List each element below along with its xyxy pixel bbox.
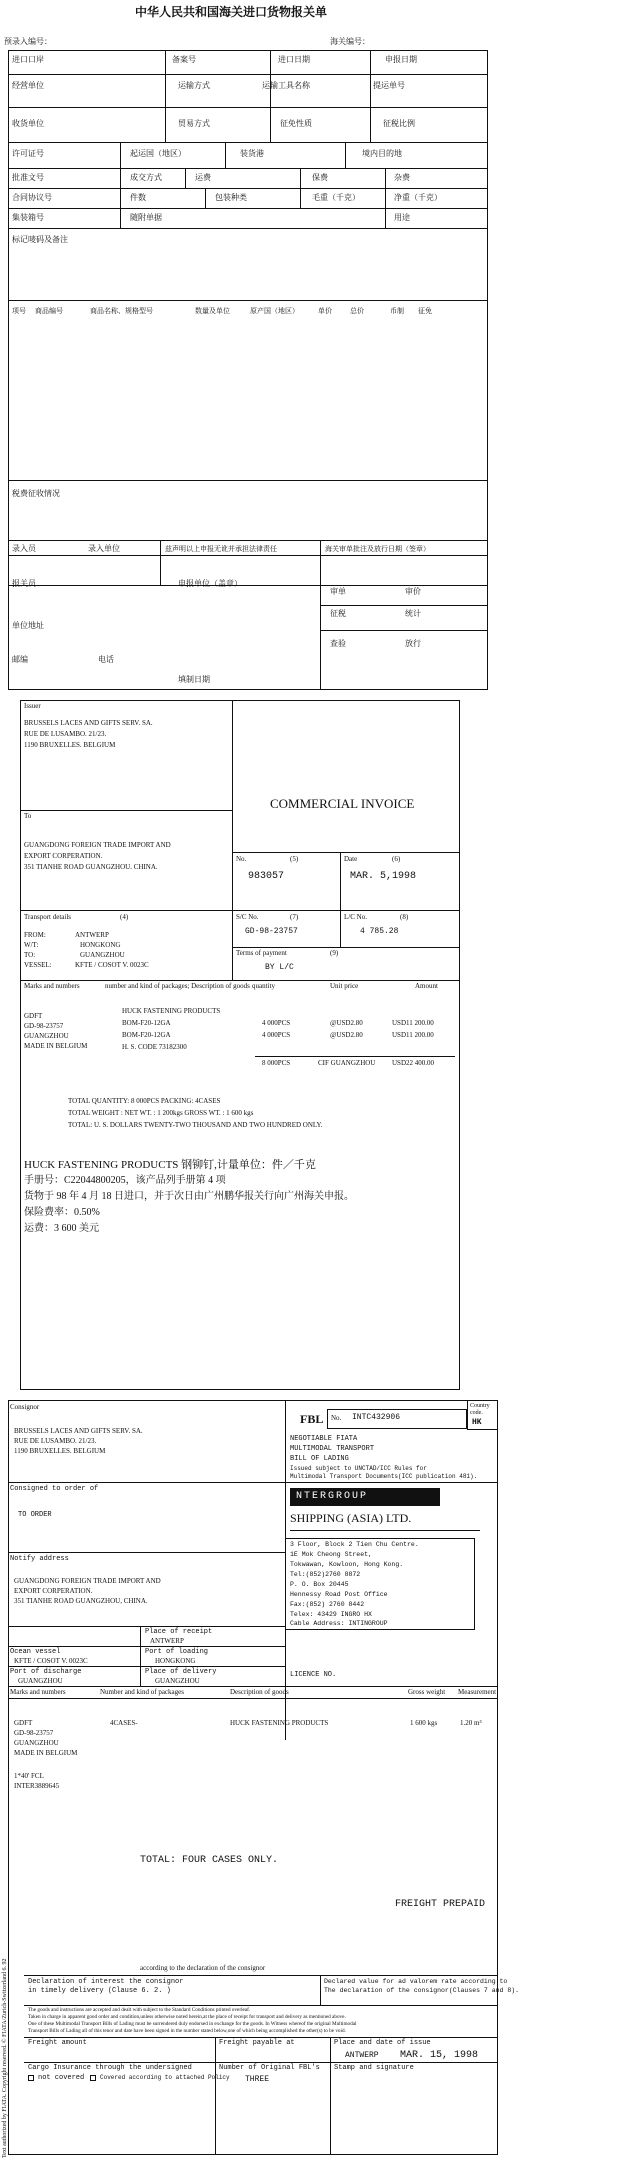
bl-description: HUCK FASTENING PRODUCTS [230,1719,329,1727]
vessel-label: Ocean vessel [10,1648,61,1656]
address-6: Hennessy Road Post Office [290,1591,388,1598]
loading-value: HONGKONG [155,1657,196,1665]
col-exempt: 征免 [418,307,432,315]
date-label: Date [344,855,358,863]
desc-2: BOM-F20-12GA [122,1019,171,1027]
place-date-label: Place and date of issue [334,2039,431,2047]
label-packing: 包装种类 [215,193,247,202]
label-record-no: 备案号 [172,55,196,64]
receipt-label: Place of receipt [145,1628,213,1636]
customs-no: 海关编号： [330,37,370,46]
col-quantity: quantity [252,982,275,990]
label-phone: 电话 [98,655,114,664]
cargo-insurance: Cargo Insurance through the undersigned [28,2064,192,2072]
lc-num: (8) [400,913,409,921]
desc-1: HUCK FASTENING PRODUCTS [122,1007,221,1015]
according: according to the declaration of the consignor [140,1964,266,1972]
label-price-review: 审价 [405,587,421,596]
no-num: (5) [290,855,299,863]
label-misc: 杂费 [394,173,410,182]
container-2: INTER3889645 [14,1782,60,1790]
desc-3: BOM-F20-12GA [122,1031,171,1039]
label-exemption: 征免性质 [280,119,312,128]
label-destination: 境内目的地 [362,149,402,158]
note-handbook: 手册号：C22044800205，该产品列手册第 4 项 [24,1175,226,1186]
fiata-3: BILL OF LADING [290,1455,349,1463]
label-unit-address: 单位地址 [12,621,44,630]
label-statistics: 统计 [405,609,421,618]
transport-from-label: FROM: [24,931,46,939]
col-item-no: 项号 [12,307,26,315]
label-docs: 随附单据 [130,213,162,222]
freight-payable: Freight payable at [219,2039,295,2047]
discharge-value: GUANGZHOU [18,1677,63,1685]
col-packages: number and kind of packages; Description of goods [105,982,250,990]
transport-via-label: W/T: [24,941,39,949]
label-approval-no: 批准文号 [12,173,44,182]
label-postcode: 邮编 [12,655,28,664]
to-label: To [24,812,32,820]
label-fill-date: 填制日期 [178,675,210,684]
note-import: 货物于 98 年 4 月 18 日进口，并于次日由广州鹏华报关行向广州海关申报。 [24,1191,354,1202]
shipping-name: SHIPPING (ASIA) LTD. [290,1511,412,1525]
consigned-label: Consigned to order of [10,1485,99,1493]
label-tax-ratio: 征税比例 [383,119,415,128]
note-freight: 运费：3 600 美元 [24,1223,99,1234]
freight-amount: Freight amount [28,2039,87,2047]
consigned-value: TO ORDER [18,1511,52,1519]
label-inspection: 查验 [330,639,346,648]
lc-value: 4 785.28 [360,927,399,936]
delivery-value: GUANGZHOU [155,1677,200,1685]
col-amount: Amount [415,982,438,990]
label-contract-no: 合同协议号 [12,193,52,202]
licence-no: LICENCE NO. [290,1671,337,1679]
lc-label: L/C No. [344,913,367,921]
label-loading-port: 装货港 [240,149,264,158]
label-vehicle-name: 运输工具名称 [262,81,310,90]
decl-interest: Declaration of interest the consignor [28,1978,184,1986]
invoice-date: MAR. 5,1998 [350,871,417,882]
bl-mark-3: GUANGZHOU [14,1739,59,1747]
transport-from: ANTWERP [75,931,109,939]
customs-title: 中华人民共和国海关进口货物报关单 [135,5,328,19]
label-entry-unit: 录入单位 [88,544,120,553]
receipt-value: ANTWERP [150,1637,184,1645]
stamp-signature: Stamp and signature [334,2064,414,2072]
total-usd-line: TOTAL: U. S. DOLLARS TWENTY-TWO THOUSAND AND TWO HUNDRED ONLY. [68,1121,323,1129]
label-freight: 运费 [195,173,211,182]
no-label: No. [236,855,247,863]
to-line-3: 351 TIANHE ROAD GUANGZHOU. CHINA. [24,863,158,871]
label-usage: 用途 [394,213,410,222]
address-3: Tokwawan, Kowloon, Hong Kong. [290,1561,404,1568]
invoice-title: COMMERCIAL INVOICE [270,796,415,811]
total-amount: USD22 400.00 [392,1059,435,1067]
notify-line-2: EXPORT CORPERATION. [14,1587,93,1595]
not-covered: not covered [38,2074,85,2082]
fine-print-4: Transport Bills of Lading all of this tenor and date have been signed in the number stated below,one of which being accomplished the other(s) to be void. [28,2028,346,2034]
issuer-line-2: RUE DE LUSAMBO. 21/23. [24,730,107,738]
transport-to-label: TO: [24,951,36,959]
container-1: 1*40' FCL [14,1772,44,1780]
price-1: @USD2.80 [330,1019,363,1027]
label-pieces: 件数 [130,193,146,202]
col-quantity: 数量及单位 [195,307,230,315]
col-description: Description of goods [230,1688,289,1696]
logo-text: NTERGROUP [296,1491,369,1502]
freight-prepaid: FREIGHT PREPAID [395,1899,486,1910]
bl-measure: 1.20 m³ [460,1719,482,1727]
delivery-label: Place of delivery [145,1668,217,1676]
decl-value-2: The declaration of the consignor(Clauses 7 and 8). [324,1987,520,1994]
price-2: @USD2.80 [330,1031,363,1039]
issue-date: MAR. 15, 1998 [400,2050,479,2061]
amount-1: USD11 200.00 [392,1019,434,1027]
label-declaration: 兹声明以上申报无讹并承担法律责任 [165,545,277,553]
date-num: (6) [392,855,401,863]
notify-line-1: GUANGDONG FOREIGN TRADE IMPORT AND [14,1577,161,1585]
col-unit-price: Unit price [330,982,359,990]
sc-label: S/C No. [236,913,259,921]
total-weight-line: TOTAL WEIGHT : NET WT. : 1 200kgs GROSS WT. : 1 600 kgs [68,1109,254,1117]
decl-value: Declared value for ad valorem rate according to [324,1978,508,1985]
transport-num: (4) [120,913,129,921]
invoice-no: 983057 [248,871,285,882]
fiata-1: NEGOTIABLE FIATA [290,1435,358,1443]
country-code-label: Country code. [470,1403,490,1416]
address-8: Telex: 43429 INGRO HX [290,1611,372,1618]
bl-no-label: No. [331,1414,342,1422]
pre-entry-no: 预录入编号： [4,37,52,46]
label-origin-country: 起运国（地区） [130,149,186,158]
label-terms: 成交方式 [130,173,162,182]
label-operating-unit: 经营单位 [12,81,44,90]
col-gross-weight: Gross weight [408,1688,446,1696]
desc-4: H. S. CODE 73182300 [122,1043,187,1051]
loading-label: Port of loading [145,1648,209,1656]
address-2: 1E Mok Cheong Street, [290,1551,372,1558]
originals-label: Number of Original FBL's [219,2064,320,2072]
transport-label: Transport details [24,913,71,921]
label-tax-levy: 征税 [330,609,346,618]
label-licence: 许可证号 [12,149,44,158]
fbl-mark: FBL [300,1412,324,1426]
covered-checkbox[interactable] [90,2075,96,2081]
to-line-2: EXPORT CORPERATION. [24,852,103,860]
label-gross: 毛重（千克） [312,193,360,202]
bl-mark-1: GDFT [14,1719,33,1727]
note-product: HUCK FASTENING PRODUCTS 钢铆钉,计量单位：件／千克 [24,1159,316,1171]
label-container-no: 集装箱号 [12,213,44,222]
fine-print-2: Taken in charge in apparent good order and condition,unless otherwise noted herein,at the place of receipt for transport and delivery as mentioned above. [28,2014,346,2020]
label-bl-no: 提运单号 [373,81,405,90]
decl-interest-2: in timely delivery (Clause 6. 2. ) [28,1987,171,1995]
address-7: Fax:(852) 2760 8442 [290,1601,365,1608]
country-code: HK [472,1418,482,1427]
address-4: Tel:(852)2760 8872 [290,1571,361,1578]
total-cases: TOTAL: FOUR CASES ONLY. [140,1855,279,1866]
amount-2: USD11 200.00 [392,1031,434,1039]
total-quantity-line: TOTAL QUANTITY: 8 000PCS PACKING: 4CASES [68,1097,221,1105]
qty-2: 4 000PCS [262,1031,291,1039]
issuer-line-1: BRUSSELS LACES AND GIFTS SERV. SA. [24,719,153,727]
address-9: Cable Address: INTINGROUP [290,1620,388,1627]
label-import-date: 进口日期 [278,55,310,64]
mark-1: GDFT [24,1012,43,1020]
consignor-line-2: RUE DE LUSAMBO. 21/23. [14,1437,97,1445]
fine-print-1: The goods and instructions are accepted and dealt with subject to the Standard Conditions printed overleaf. [28,2007,251,2013]
col-commodity-name: 商品名称、规格型号 [90,307,153,315]
vessel-value: KFTE / COSOT V. 0023C [14,1657,88,1665]
bl-mark-4: MADE IN BELGIUM [14,1749,78,1757]
fiata-2: MULTIMODAL TRANSPORT [290,1445,375,1453]
not-covered-checkbox[interactable] [28,2075,34,2081]
note-insurance: 保险费率：0.50% [24,1207,100,1218]
originals-value: THREE [245,2075,270,2084]
fine-print-3: One of these Multimodal Transport Bills of Lading must be surrendered duly endorsed in exchange for the goods. In Witness whereof the original Multimodal [28,2021,357,2027]
col-currency: 币制 [390,307,404,315]
col-origin: 原产国（地区） [250,307,299,315]
transport-vessel-label: VESSEL: [24,961,52,969]
col-total: 总价 [350,307,364,315]
bl-gross: 1 600 kgs [410,1719,438,1727]
mark-2: GD-98-23757 [24,1022,64,1030]
to-line-1: GUANGDONG FOREIGN TRADE IMPORT AND [24,841,171,849]
fiata-4: Issued subject to UNCTAD/ICC Rules for [290,1465,427,1472]
issuer-label: Issuer [24,702,41,710]
consignor-line-3: 1190 BRUXELLES. BELGIUM [14,1447,106,1455]
notify-line-3: 351 TIANHE ROAD GUANGZHOU, CHINA. [14,1597,148,1605]
terms-value: BY L/C [265,963,294,972]
label-declarant: 报关员 [12,579,36,588]
bl-packages: 4CASES- [110,1719,138,1727]
label-tax-status: 税费征收情况 [12,489,60,498]
transport-to: GUANGZHOU [80,951,125,959]
col-marks: Marks and numbers [24,982,80,990]
issuer-line-3: 1190 BRUXELLES. BELGIUM [24,741,116,749]
address-1: 3 Floor, Block 2 Tien Chu Centre. [290,1541,419,1548]
total-terms: CIF GUANGZHOU [318,1059,376,1067]
label-declare-date: 申报日期 [385,55,417,64]
label-review: 海关审单批注及放行日期（签章） [325,545,430,553]
sc-num: (7) [290,913,299,921]
fiata-side-text: Text authorized by FIATA. Copyright reserved. © FIATA/Zurich-Switzerland 6. 92 [2,1958,8,2158]
col-measurement: Measurement [458,1688,497,1696]
notify-label: Notify address [10,1555,69,1563]
terms-label: Terms of payment [236,949,287,957]
label-import-port: 进口口岸 [12,55,44,64]
col-packages: Number and kind of packages [100,1688,184,1696]
label-trade-mode: 贸易方式 [178,119,210,128]
discharge-label: Port of discharge [10,1668,82,1676]
label-receiving-unit: 收货单位 [12,119,44,128]
label-entry-clerk: 录入员 [12,544,36,553]
label-insurance: 保费 [312,173,328,182]
address-5: P. O. Box 20445 [290,1581,349,1588]
covered: Covered according to attached Policy [100,2074,230,2081]
label-transport-mode: 运输方式 [178,81,210,90]
total-qty: 8 000PCS [262,1059,291,1067]
consignor-line-1: BRUSSELS LACES AND GIFTS SERV. SA. [14,1427,143,1435]
bl-mark-2: GD-98-23757 [14,1729,54,1737]
col-marks: Marks and numbers [10,1688,66,1696]
label-release: 放行 [405,639,421,648]
label-declaring-unit: 申报单位（盖章） [178,579,242,588]
col-unit-price: 单价 [318,307,332,315]
qty-1: 4 000PCS [262,1019,291,1027]
terms-num: (9) [330,949,339,957]
label-audit: 审单 [330,587,346,596]
label-net: 净重（千克） [394,193,442,202]
issue-place: ANTWERP [345,2051,379,2060]
transport-via: HONGKONG [80,941,121,949]
mark-4: MADE IN BELGIUM [24,1042,88,1050]
mark-3: GUANGZHOU [24,1032,69,1040]
sc-value: GD-98-23757 [245,927,298,936]
col-commodity-code: 商品编号 [35,307,63,315]
bl-no: INTC432906 [352,1413,401,1422]
transport-vessel: KFTE / COSOT V. 0023C [75,961,149,969]
label-marks: 标记唛码及备注 [12,235,68,244]
intergroup-logo [290,1488,440,1506]
consignor-label: Consignor [10,1403,40,1411]
fiata-5: Multimodal Transport Documents(ICC publication 481). [290,1473,478,1480]
